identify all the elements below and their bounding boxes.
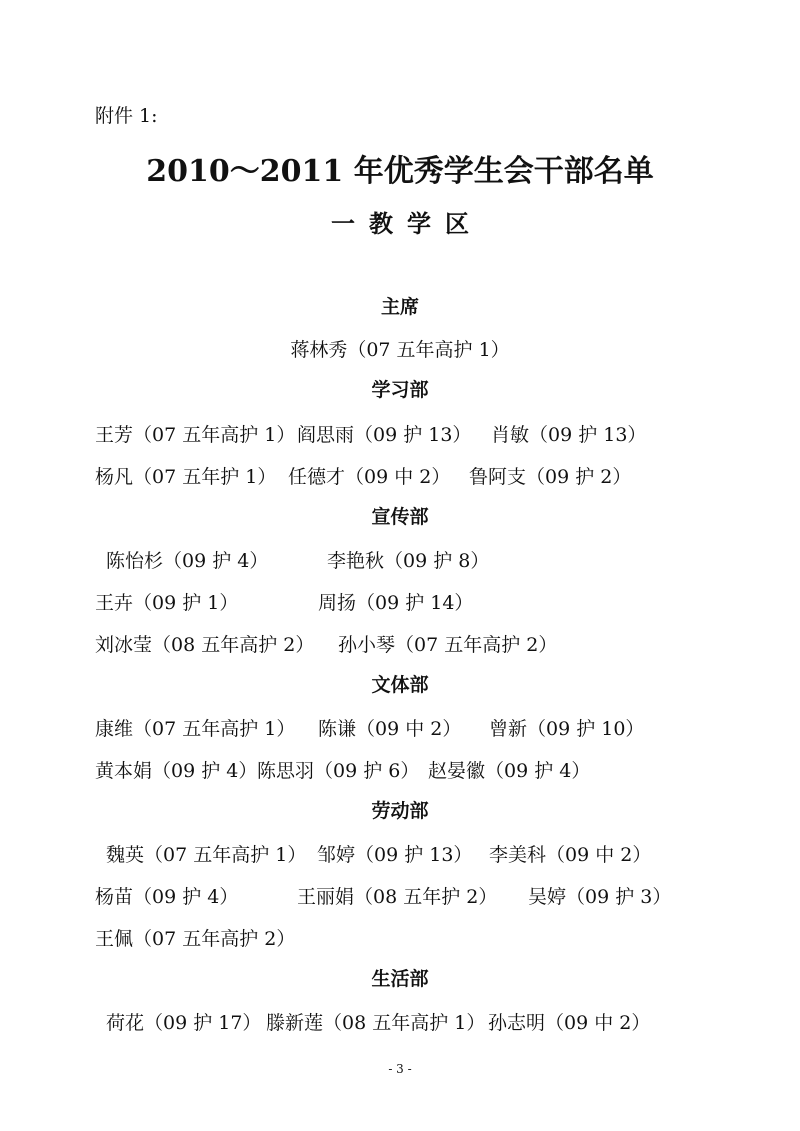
member-publicity: 刘冰莹（08 五年高护 2）	[95, 634, 315, 656]
section-heading-study: 学习部	[371, 379, 429, 401]
attachment-label: 附件 1:	[95, 105, 158, 127]
page-number: - 3 -	[388, 1062, 412, 1076]
section-heading-life: 生活部	[371, 968, 429, 990]
member-labor: 杨苗（09 护 4）	[95, 886, 239, 908]
member-labor: 王佩（07 五年高护 2）	[95, 928, 296, 950]
member-sports: 康维（07 五年高护 1）	[95, 718, 296, 740]
member-life: 荷花（09 护 17）	[106, 1012, 262, 1034]
member-publicity: 李艳秋（09 护 8）	[327, 550, 490, 572]
member-sports: 曾新（09 护 10）	[489, 718, 645, 740]
member-life: 孙志明（09 中 2）	[488, 1012, 651, 1034]
member-labor: 魏英（07 五年高护 1）	[106, 844, 307, 866]
section-heading-sports: 文体部	[371, 674, 429, 696]
member-study: 杨凡（07 五年护 1）	[95, 466, 277, 488]
member-labor: 王丽娟（08 五年护 2）	[297, 886, 498, 908]
member-publicity: 周扬（09 护 14）	[318, 592, 474, 614]
member-study: 肖敏（09 护 13）	[491, 424, 647, 446]
document-title: 2010～2011 年优秀学生会干部名单	[146, 154, 654, 189]
member-chairman: 蒋林秀（07 五年高护 1）	[290, 339, 510, 361]
member-labor: 邹婷（09 护 13）	[317, 844, 473, 866]
section-heading-publicity: 宣传部	[371, 506, 429, 528]
member-sports: 陈谦（09 中 2）	[318, 718, 462, 740]
district-heading: 一教学区	[331, 209, 483, 238]
member-life: 滕新莲（08 五年高护 1）	[266, 1012, 486, 1034]
member-study: 任德才（09 中 2）	[288, 466, 451, 488]
member-sports: 陈思羽（09 护 6）	[257, 760, 420, 782]
member-sports: 黄本娟（09 护 4）	[95, 760, 258, 782]
member-study: 阎思雨（09 护 13）	[297, 424, 472, 446]
member-publicity: 陈怡杉（09 护 4）	[106, 550, 269, 572]
member-sports: 赵晏徽（09 护 4）	[428, 760, 591, 782]
member-publicity: 孙小琴（07 五年高护 2）	[338, 634, 558, 656]
section-heading-labor: 劳动部	[371, 800, 429, 822]
member-labor: 李美科（09 中 2）	[489, 844, 652, 866]
member-labor: 吴婷（09 护 3）	[528, 886, 672, 908]
member-study: 王芳（07 五年高护 1）	[95, 424, 296, 446]
member-publicity: 王卉（09 护 1）	[95, 592, 239, 614]
section-heading-chairman: 主席	[380, 296, 419, 318]
member-study: 鲁阿支（09 护 2）	[469, 466, 632, 488]
